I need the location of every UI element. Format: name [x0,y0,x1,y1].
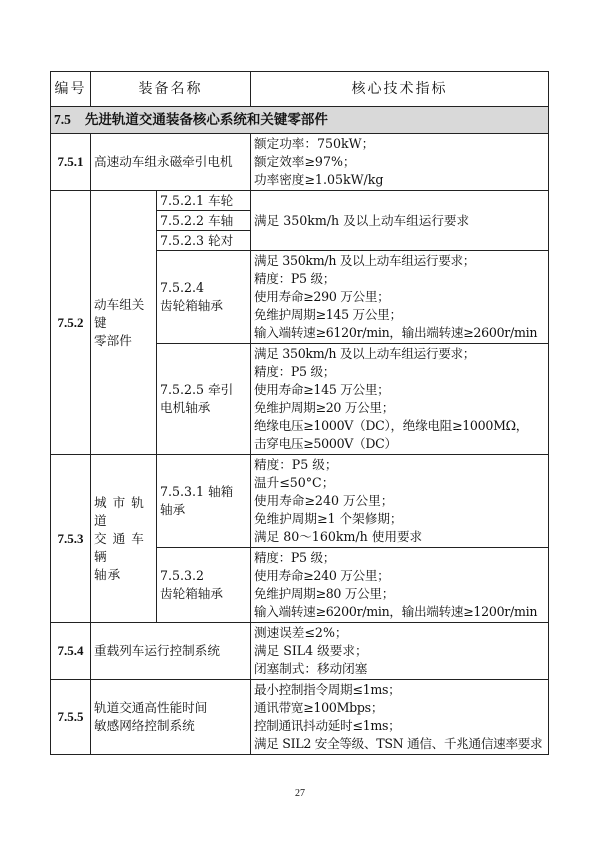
name-line: 轨道交通高性能时间 [94,700,208,715]
spec-line: 击穿电压≥5000V（DC） [254,436,397,451]
table-row [51,134,549,191]
row-name [91,680,251,755]
table-row [51,680,549,755]
sub-item-wheelset: 7.5.2.3 轮对 [157,231,251,251]
sub-item-gearbox-bearing [157,548,251,623]
spec-line: 闭塞制式：移动闭塞 [254,661,368,676]
equipment-spec-table [50,71,549,755]
sub-line: 7.5.3.2 [160,568,205,583]
header-num: 编号 [51,72,91,107]
sub-item-motor-bearing [157,344,251,455]
name-line: 交 通 车 辆 [94,530,145,564]
sub-line: 7.5.3.1 轴箱 [160,484,234,499]
table-row [51,623,549,680]
table-header-row [51,72,549,107]
spec-line: 控制通讯抖动延时≤1ms； [254,718,401,733]
spec-line: 最小控制指令周期≤1ms； [254,682,401,697]
spec-line: 使用寿命≥145 万公里； [254,382,390,397]
spec-line: 精度：P5 级； [254,457,338,472]
table-row [51,191,549,211]
spec-line: 输入端转速≥6120r/min，输出端转速≥2600r/min [254,325,538,340]
sub-line: 齿轮箱轴承 [160,298,223,313]
spec-line: 精度：P5 级； [254,271,336,286]
sub-item-gearbox-bearing [157,251,251,344]
spec-line: 满足 350km/h 及以上动车组运行要求； [254,253,476,268]
row-specs [251,251,549,344]
spec-line: 通讯带宽≥100Mbps； [254,700,384,715]
sub-line: 齿轮箱轴承 [160,586,223,601]
spec-line: 精度：P5 级； [254,550,336,565]
name-line: 城 市 轨 道 [94,494,145,528]
spec-line: 满足 SIL4 级要求； [254,643,368,658]
row-num: 7.5.4 [51,623,91,680]
spec-line: 免维护周期≥20 万公里； [254,400,395,415]
spec-line: 满足 350km/h 及以上动车组运行要求； [254,346,476,361]
row-specs [251,455,549,548]
sub-item-axlebox-bearing [157,455,251,548]
sub-line: 电机轴承 [160,400,211,415]
row-specs [251,623,549,680]
spec-line: 免维护周期≥1 个架修期； [254,511,403,526]
spec-line: 使用寿命≥240 万公里； [254,493,394,508]
spec-line: 绝缘电压≥1000V（DC），绝缘电阻≥1000MΩ， [254,418,529,433]
row-num: 7.5.2 [51,191,91,455]
row-specs: 满足 350km/h 及以上动车组运行要求 [251,191,549,251]
table-row [51,455,549,548]
row-name [91,455,157,623]
row-specs [251,134,549,191]
row-name: 重载列车运行控制系统 [91,623,251,680]
spec-line: 额定功率：750kW； [254,136,375,151]
spec-line: 免维护周期≥145 万公里； [254,307,402,322]
section-heading [51,107,549,134]
spec-line: 输入端转速≥6200r/min，输出端转速≥1200r/min [254,604,538,619]
header-spec: 核心技术指标 [251,72,549,107]
page-number: 27 [295,788,305,799]
spec-line: 满足 80～160km/h 使用要求 [254,529,423,544]
sub-line: 7.5.2.4 [160,280,205,295]
row-name [91,191,157,455]
row-num: 7.5.3 [51,455,91,623]
section-num: 7.5 [54,112,71,127]
spec-line: 使用寿命≥240 万公里； [254,568,390,583]
sub-item-axle: 7.5.2.2 车轴 [157,211,251,231]
spec-line: 额定效率≥97%； [254,154,356,169]
spec-line: 温升≤50°C； [254,475,335,490]
row-specs [251,680,549,755]
row-num: 7.5.5 [51,680,91,755]
name-line: 敏感网络控制系统 [94,718,195,733]
name-line: 动车组关键 [94,296,145,330]
spec-line: 免维护周期≥80 万公里； [254,586,395,601]
spec-line: 测速误差≤2%； [254,625,348,640]
section-row [51,107,549,134]
spec-line: 使用寿命≥290 万公里； [254,289,390,304]
spec-line: 满足 SIL2 安全等级、TSN 通信、千兆通信速率要求 [254,736,543,751]
spec-line: 精度：P5 级； [254,364,336,379]
row-num: 7.5.1 [51,134,91,191]
name-line: 零部件 [94,332,132,348]
sub-item-wheel: 7.5.2.1 车轮 [157,191,251,211]
spec-line: 功率密度≥1.05kW/kg [254,172,384,187]
name-line: 轴承 [94,566,122,582]
section-title: 先进轨道交通装备核心系统和关键零部件 [84,112,328,128]
row-specs [251,344,549,455]
row-specs [251,548,549,623]
sub-line: 轴承 [160,502,186,517]
row-name: 高速动车组永磁牵引电机 [91,134,251,191]
header-name: 装备名称 [91,72,251,107]
sub-line: 7.5.2.5 牵引 [160,382,234,397]
